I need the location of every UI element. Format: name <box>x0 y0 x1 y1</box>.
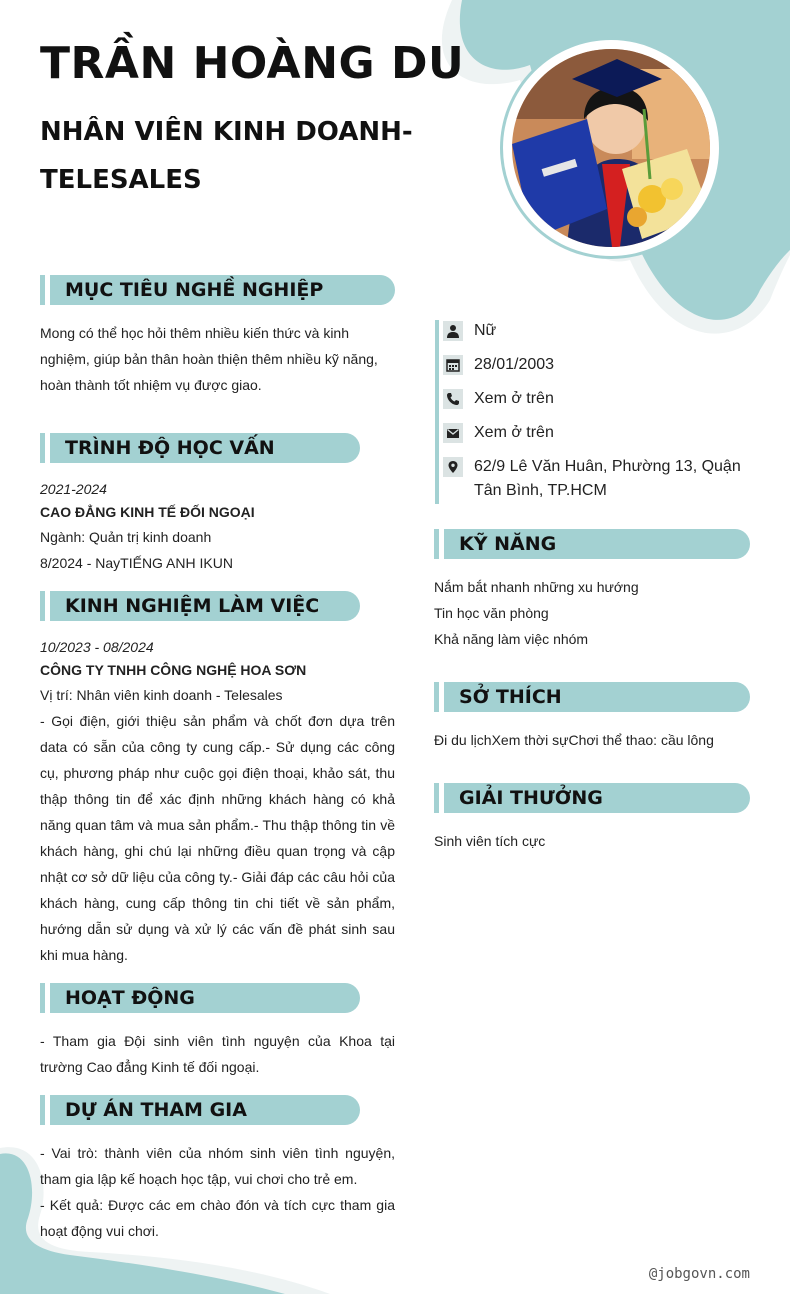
section-title-activities: HOẠT ĐỘNG <box>65 987 195 1009</box>
education-school: CAO ĐẲNG KINH TẾ ĐỐI NGOẠI <box>40 504 255 520</box>
section-header-experience <box>40 591 360 621</box>
section-title-education: TRÌNH ĐỘ HỌC VẤN <box>65 437 275 459</box>
email-value: Xem ở trên <box>474 424 554 441</box>
phone-value: Xem ở trên <box>474 390 554 407</box>
objective-text: Mong có thể học hỏi thêm nhiều kiến thức và kinh nghiệm, giúp bản thân hoàn thiện thêm nhiều kỹ năng, hoàn thành tốt nhiệm vụ được giao. <box>40 325 378 393</box>
education-period: 2021-2024 <box>40 481 107 497</box>
section-header-projects <box>40 1095 360 1125</box>
address-value: 62/9 Lê Văn Huân, Phường 13, Quận Tân Bình, TP.HCM <box>474 458 741 499</box>
skill-item: Tin học văn phòng <box>434 605 549 621</box>
hobbies-text: Đi du lịchXem thời sựChơi thể thao: cầu lông <box>434 732 714 748</box>
experience-position: Vị trí: Nhân viên kinh doanh - Telesales <box>40 687 283 703</box>
experience-period: 10/2023 - 08/2024 <box>40 639 154 655</box>
section-title-objective: MỤC TIÊU NGHỀ NGHIỆP <box>65 279 324 301</box>
location-pin-icon <box>443 457 463 477</box>
candidate-name: TRẦN HOÀNG DU <box>40 38 465 89</box>
contact-accent-bar <box>435 320 439 504</box>
section-header-awards <box>434 783 750 813</box>
education-major: Ngành: Quản trị kinh doanh <box>40 529 212 545</box>
footer-watermark: @jobgovn.com <box>648 1266 750 1282</box>
education-extra: 8/2024 - NayTIẾNG ANH IKUN <box>40 555 233 571</box>
project-result: - Kết quả: Được các em chào đón và tích cực tham gia hoạt động vui chơi. <box>40 1197 395 1239</box>
job-title: NHÂN VIÊN KINH DOANH-TELESALES <box>40 117 413 195</box>
section-title-hobbies: SỞ THÍCH <box>459 686 562 708</box>
person-icon <box>443 321 463 341</box>
section-header-skills <box>434 529 750 559</box>
experience-company: CÔNG TY TNHH CÔNG NGHỆ HOA SƠN <box>40 662 307 678</box>
project-role: - Vai trò: thành viên của nhóm sinh viên tình nguyện, tham gia lập kế hoạch học tập, vui chơi cho trẻ em. <box>40 1145 395 1187</box>
section-header-hobbies <box>434 682 750 712</box>
section-header-education <box>40 433 360 463</box>
awards-text: Sinh viên tích cực <box>434 833 546 849</box>
section-title-experience: KINH NGHIỆM LÀM VIỆC <box>65 595 320 617</box>
gender-value: Nữ <box>474 322 497 339</box>
experience-description: - Gọi điện, giới thiệu sản phẩm và chốt đơn dựa trên data có sẵn của công ty cung cấp.- Sử dụng các công cụ, phương pháp như cuộc gọi điện thoại, khảo sát, thu thập thông tin để xác định những khách hàng có khả năng quan tâm và mua sản phẩm.- Thu thập thông tin về khách hàng, ghi chú lại những điều quan trọng và cập nhật cơ sở dữ liệu của công ty.- Giải đáp các câu hỏi của khách hàng, cung cấp thông tin chi tiết về sản phẩm, hướng dẫn sử dụng và xử lý các vấn đề phát sinh sau khi mua hàng. <box>40 713 395 963</box>
phone-icon <box>443 389 463 409</box>
skill-item: Khả năng làm việc nhóm <box>434 631 589 647</box>
section-header-activities <box>40 983 360 1013</box>
calendar-icon <box>443 355 463 375</box>
mail-icon <box>443 423 463 443</box>
section-title-awards: GIẢI THƯỞNG <box>459 787 603 809</box>
skill-item: Nắm bắt nhanh những xu hướng <box>434 579 639 595</box>
activities-text: - Tham gia Đội sinh viên tình nguyện của Khoa tại trường Cao đẳng Kinh tế đối ngoại. <box>40 1033 395 1075</box>
birthday-value: 28/01/2003 <box>474 356 555 373</box>
section-title-skills: KỸ NĂNG <box>459 533 557 555</box>
section-header-objective <box>40 275 395 305</box>
profile-photo-frame <box>500 37 722 259</box>
section-title-projects: DỰ ÁN THAM GIA <box>65 1099 247 1121</box>
profile-photo <box>512 49 710 247</box>
